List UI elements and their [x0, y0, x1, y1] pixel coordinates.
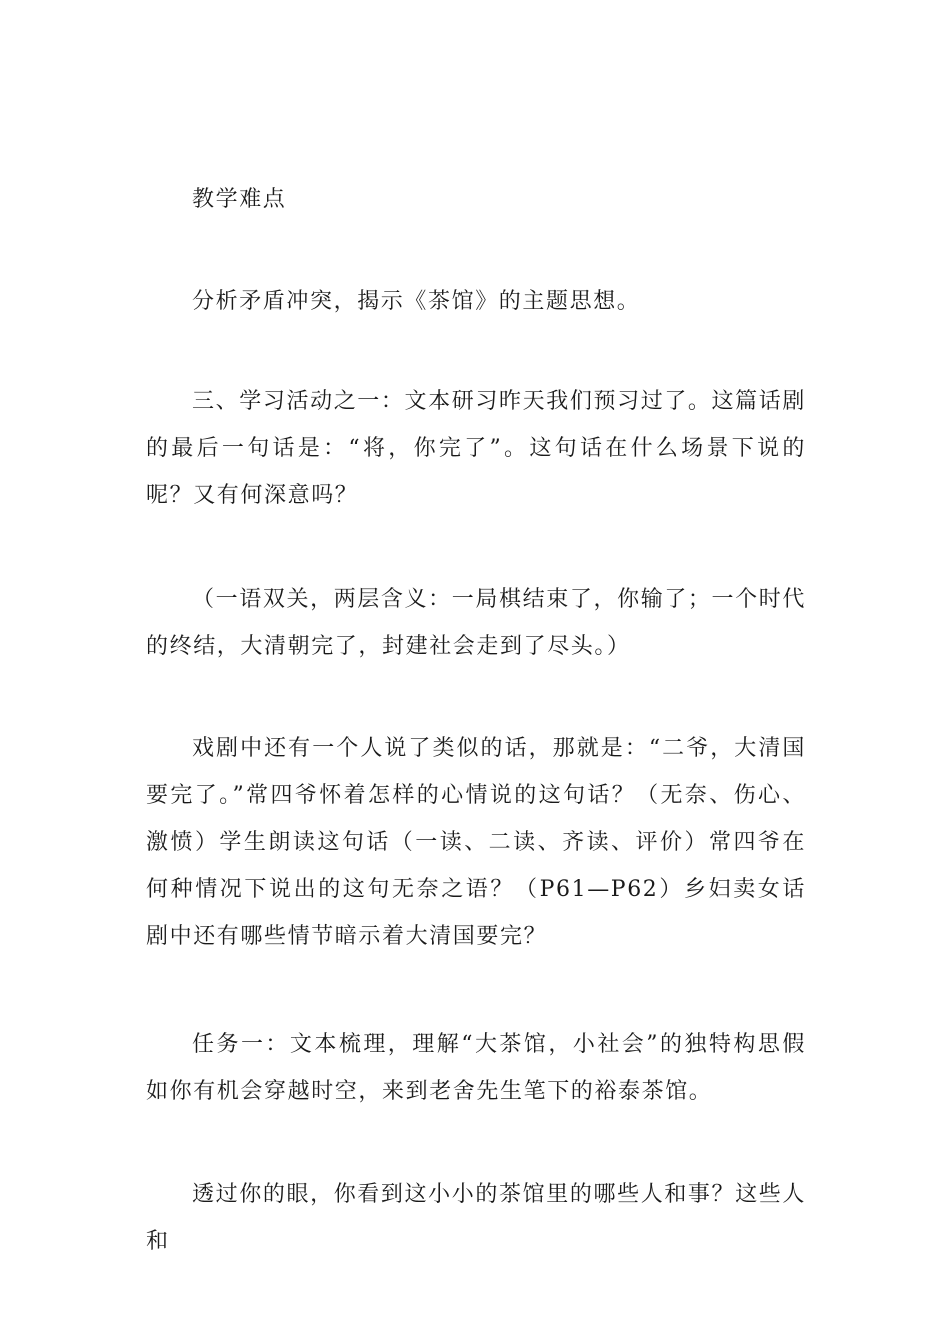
paragraph-task-one: 任务一：文本梳理，理解“大茶馆，小社会”的独特构思假如你有机会穿越时空，来到老舍先生笔下的裕泰茶馆。 — [146, 1032, 806, 1104]
paragraph-similar-line: 戏剧中还有一个人说了类似的话，那就是：“二爷，大清国要完了。”常四爷怀着怎样的心情说的这句话？（无奈、伤心、激愤）学生朗读这句话（一读、二读、齐读、评价）常四爷在何种情况下说出的这句无奈之语？（P61—P62）乡妇卖女话剧中还有哪些情节暗示着大清国要完？ — [146, 736, 806, 949]
paragraph-learning-activity-one: 三、学习活动之一：文本研习昨天我们预习过了。这篇话剧的最后一句话是：“将，你完了”。这句话在什么场景下说的呢？又有何深意吗？ — [146, 389, 806, 508]
paragraph-through-your-eyes: 透过你的眼，你看到这小小的茶馆里的哪些人和事？这些人和 — [146, 1182, 806, 1254]
paragraph-double-meaning-note: （一语双关，两层含义：一局棋结束了，你输了；一个时代的终结，大清朝完了，封建社会走到了尽头。） — [146, 587, 806, 659]
paragraph-difficulty-content: 分析矛盾冲突，揭示《茶馆》的主题思想。 — [192, 289, 641, 314]
section-heading-teaching-difficulty: 教学难点 — [192, 187, 287, 212]
